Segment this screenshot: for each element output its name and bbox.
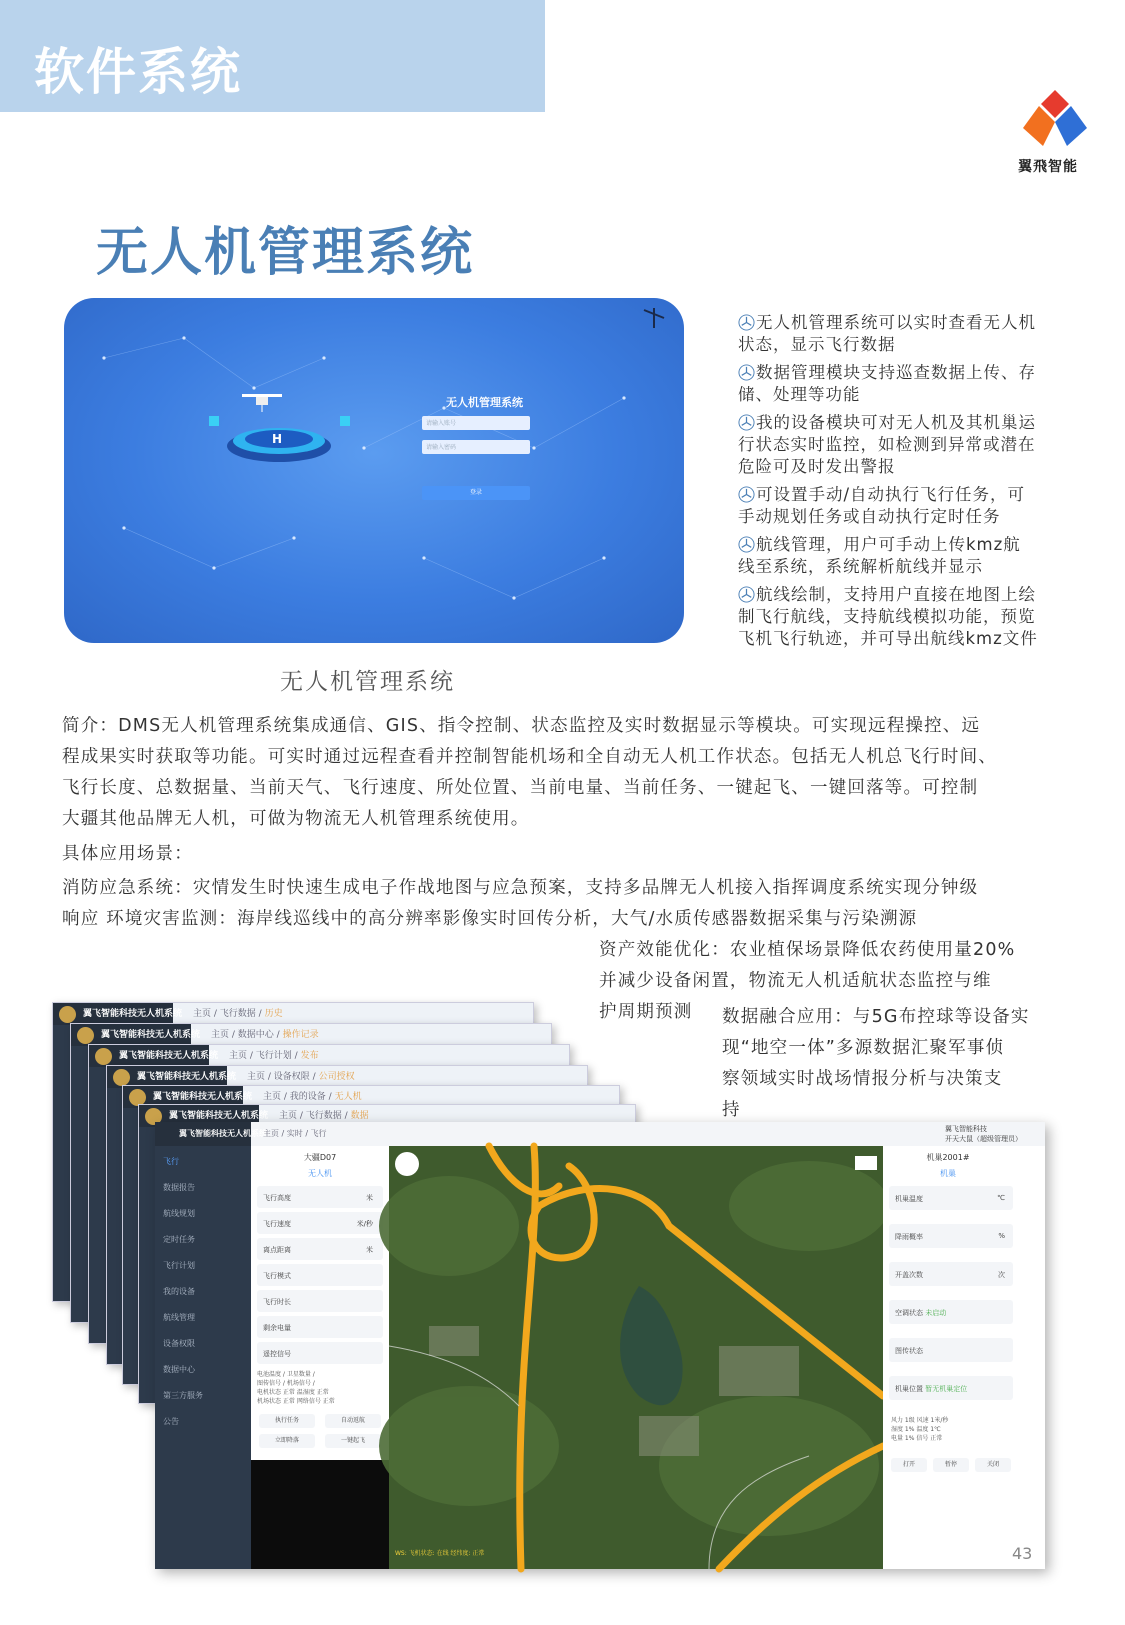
feature-item: 航线管理，用户可手动上传kmz航线至系统，系统解析航线并显示 xyxy=(738,535,1021,576)
stat-row: 空调状态 未启动 xyxy=(889,1300,1013,1324)
satellite-map[interactable] xyxy=(389,1146,883,1569)
breadcrumb: 主页 / 飞行数据 / 历史 xyxy=(193,1009,283,1019)
propeller-icon xyxy=(738,486,755,503)
propeller-icon xyxy=(738,414,755,431)
asset-line: 护周期预测 xyxy=(599,1002,693,1022)
intro-line: 大疆其他品牌无人机，可做为物流无人机管理系统使用。 xyxy=(62,809,530,829)
execute-task-button[interactable]: 执行任务 xyxy=(259,1414,315,1428)
stat-row: 飞行模式 xyxy=(257,1264,383,1286)
stacked-window: 翼飞智能科技无人机系统 主页 / 数据中心 / 操作记录 xyxy=(70,1023,552,1323)
sidebar-item[interactable]: 定时任务 xyxy=(163,1235,195,1244)
feature-item: 我的设备模块可对无人机及其机巢运行状态实时监控，如检测到异常或潜在危险可及时发出警报 xyxy=(738,413,1036,476)
stacked-window: 翼飞智能科技无人机系统 主页 / 飞行数据 / 历史 xyxy=(52,1002,534,1302)
sidebar-item[interactable]: 第三方服务 xyxy=(163,1391,203,1400)
brand-name: 翼飛智能 xyxy=(1018,159,1078,175)
takeoff-button[interactable]: 一键起飞 xyxy=(325,1434,381,1448)
propeller-icon xyxy=(738,314,755,331)
drone-icon xyxy=(242,394,282,412)
map-layer xyxy=(389,1146,883,1569)
feature-item: 数据管理模块支持巡查数据上传、存储、处理等功能 xyxy=(738,363,1036,404)
breadcrumb: 主页 / 飞行数据 / 数据 xyxy=(279,1111,369,1121)
sidebar-item[interactable]: 飞行 xyxy=(163,1157,179,1166)
scenarios-label: 具体应用场景： xyxy=(62,844,193,864)
feature-item: 可设置手动/自动执行飞行任务，可手动规划任务或自动执行定时任务 xyxy=(738,485,1026,526)
fusion-line: 察领域实时战场情报分析与决策支 xyxy=(722,1069,1003,1089)
sidebar-item[interactable]: 公告 xyxy=(163,1417,179,1426)
asset-line: 并减少设备闲置，物流无人机适航状态监控与维 xyxy=(599,971,992,991)
stacked-window: 翼飞智能科技无人机系统 主页 / 我的设备 / 无人机 xyxy=(122,1085,620,1385)
breadcrumb: 主页 / 我的设备 / 无人机 xyxy=(263,1092,362,1102)
compass-icon xyxy=(395,1152,419,1176)
stacked-window: 翼飞智能科技无人机系统 主页 / 飞行计划 / 发布 xyxy=(88,1044,570,1344)
land-button[interactable]: 立即降落 xyxy=(259,1434,315,1448)
close-dock-button[interactable]: 关闭 xyxy=(975,1458,1011,1472)
breadcrumb: 主页 / 飞行计划 / 发布 xyxy=(229,1051,319,1061)
dock-name: 机巢2001# xyxy=(926,1153,970,1162)
brand-badge-icon xyxy=(77,1027,94,1044)
tab-dock[interactable]: 机巢 xyxy=(940,1169,956,1178)
breadcrumb: 主页 / 实时 / 飞行 xyxy=(263,1129,327,1138)
intro-line: 简介：DMS无人机管理系统集成通信、GIS、指令控制、状态监控及实时数据显示等模块。可实现远程操控、远 xyxy=(62,716,981,736)
login-screenshot xyxy=(64,298,684,643)
dock-status-panel xyxy=(883,1146,1045,1569)
propeller-icon xyxy=(738,364,755,381)
stacked-window: 翼飞智能科技无人机系统 主页 / 飞行数据 / 数据 xyxy=(138,1104,636,1404)
login-button[interactable]: 登录 xyxy=(422,486,530,500)
stat-row: 飞行高度 米 xyxy=(257,1186,383,1208)
video-feed xyxy=(251,1460,389,1569)
layer-toggle-icon xyxy=(855,1156,877,1170)
stat-row: 飞行时长 xyxy=(257,1290,383,1312)
username-input[interactable]: 请输入账号 xyxy=(422,416,530,430)
sidebar-item[interactable]: 数据中心 xyxy=(163,1365,195,1374)
page-heading: 无人机管理系统 xyxy=(96,223,475,283)
main-dashboard-window xyxy=(155,1122,1045,1569)
fusion-line: 现“地空一体”多源数据汇聚军事侦 xyxy=(722,1038,1005,1058)
propeller-icon xyxy=(738,586,755,603)
stat-row: 机巢位置 暂无机巢定位 xyxy=(889,1376,1013,1400)
sidebar-item[interactable]: 我的设备 xyxy=(163,1287,195,1296)
user-info: 翼飞智能科技 开天大鼠（超级管理员） xyxy=(945,1125,1022,1143)
propeller-icon xyxy=(738,536,755,553)
pause-dock-button[interactable]: 暂停 xyxy=(933,1458,969,1472)
feature-item: 无人机管理系统可以实时查看无人机状态，显示飞行数据 xyxy=(738,313,1036,354)
return-home-button[interactable]: 自动返航 xyxy=(325,1414,381,1428)
sidebar-item[interactable]: 设备权限 xyxy=(163,1339,195,1348)
feature-list xyxy=(738,312,1038,656)
stat-row: 离点距离 米 xyxy=(257,1238,383,1260)
sidebar-item[interactable]: 飞行计划 xyxy=(163,1261,195,1270)
landing-pad-icon xyxy=(209,416,350,462)
stacked-window: 翼飞智能科技无人机系统 主页 / 设备权限 / 公司授权 xyxy=(106,1065,588,1365)
asset-line: 资产效能优化：农业植保场景降低农药使用量20% xyxy=(599,940,1016,960)
stat-row: 图传状态 xyxy=(889,1338,1013,1362)
feature-item: 航线绘制，支持用户直接在地图上绘制飞行航线，支持航线模拟功能，预览飞机飞行轨迹，并可导出航线kmz文件 xyxy=(738,585,1038,648)
drone-name: 大疆D07 xyxy=(303,1153,337,1162)
stat-row: 飞行速度 米/秒 xyxy=(257,1212,383,1234)
svg-text:H: H xyxy=(272,432,283,446)
stat-row: 遥控信号 xyxy=(257,1342,383,1364)
brand-badge-icon xyxy=(95,1048,112,1065)
stat-row: 剩余电量 xyxy=(257,1316,383,1338)
fusion-line: 持 xyxy=(722,1100,741,1120)
status-grid: 电池温度 / 卫星数量 / 图传信号 / 机场信号 / 电机状态 正常 温湿度 正常 机场状态 正常 网络信号 正常 xyxy=(257,1371,335,1405)
sidebar-item[interactable]: 航线规划 xyxy=(163,1209,195,1218)
breadcrumb: 主页 / 设备权限 / 公司授权 xyxy=(247,1072,355,1082)
drone-status-panel xyxy=(251,1146,389,1460)
brand-badge-icon xyxy=(59,1006,76,1023)
stat-row: 开盖次数 次 xyxy=(889,1262,1013,1286)
brand-badge-icon xyxy=(113,1069,130,1086)
weather-grid: 风力 1级 风速 1米/秒 湿度 1% 温度 1℃ 电量 1% 信号 正常 xyxy=(891,1417,949,1442)
star-network-background xyxy=(64,298,684,643)
screenshot-caption: 无人机管理系统 xyxy=(280,669,455,695)
login-title: 无人机管理系统 xyxy=(446,396,523,409)
page-number: 43 xyxy=(1012,1544,1033,1563)
breadcrumb: 主页 / 数据中心 / 操作记录 xyxy=(211,1030,319,1040)
sidebar-brand: 翼飞智能科技无人机系统 xyxy=(155,1122,251,1146)
section-title: 软件系统 xyxy=(34,43,242,101)
windmill-icon xyxy=(644,308,664,328)
open-dock-button[interactable]: 打开 xyxy=(891,1458,927,1472)
sidebar-item[interactable]: 航线管理 xyxy=(163,1313,195,1322)
intro-line: 程成果实时获取等功能。可实时通过远程查看并控制智能机场和全自动无人机工作状态。包括无人机总飞行时间、 xyxy=(62,747,997,767)
scenario-line: 消防应急系统：灾情发生时快速生成电子作战地图与应急预案，支持多品牌无人机接入指挥调度系统实现分钟级 xyxy=(62,878,979,898)
sidebar xyxy=(155,1122,267,1569)
password-input[interactable]: 请输入密码 xyxy=(422,440,530,454)
stat-row: 机巢温度 ℃ xyxy=(889,1186,1013,1210)
sidebar-item[interactable]: 数据报告 xyxy=(163,1183,195,1192)
fusion-line: 数据融合应用：与5G布控球等设备实 xyxy=(722,1007,1030,1027)
stat-row: 降雨概率 % xyxy=(889,1224,1013,1248)
map-tip: WS: 飞机状态: 在线 经纬度: 正常 xyxy=(395,1550,485,1557)
tab-drone[interactable]: 无人机 xyxy=(308,1169,332,1178)
intro-line: 飞行长度、总数据量、当前天气、飞行速度、所处位置、当前电量、当前任务、一键起飞、一键回落等。可控制 xyxy=(62,778,979,798)
scenario-line: 响应 环境灾害监测：海岸线巡线中的高分辨率影像实时回传分析，大气/水质传感器数据采集与污染溯源 xyxy=(62,909,918,929)
